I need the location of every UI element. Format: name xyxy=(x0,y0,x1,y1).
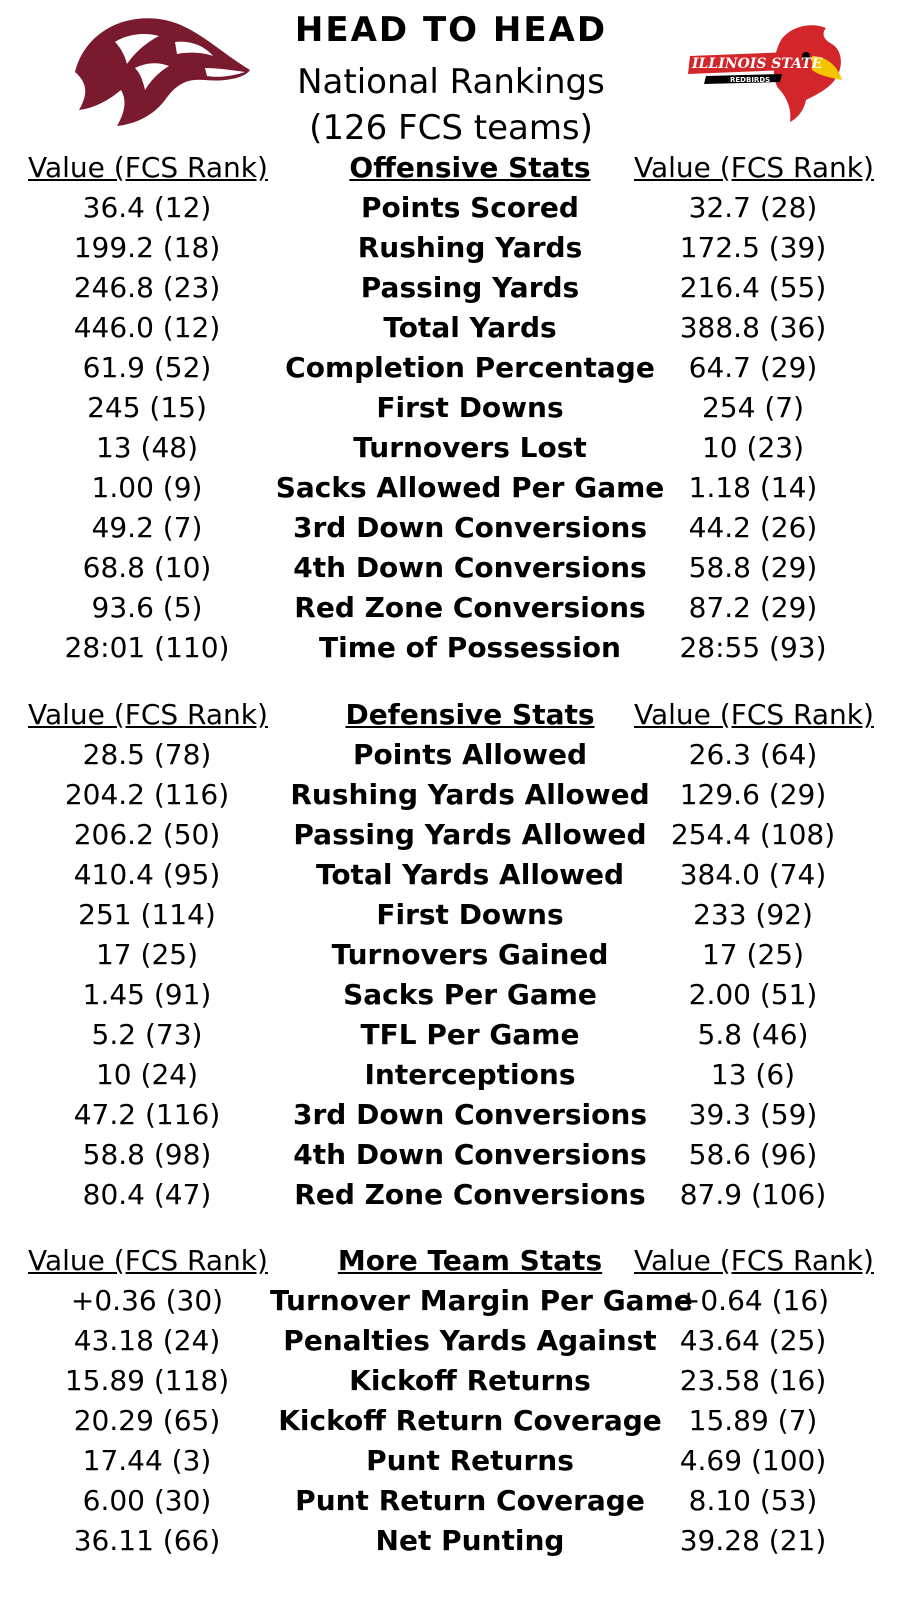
table-row xyxy=(0,388,902,428)
table-row xyxy=(0,1015,902,1055)
table-row xyxy=(0,735,902,775)
left-team-value: 410.4 (95) xyxy=(73,858,221,891)
stat-name: Net Punting xyxy=(375,1524,565,1557)
section-header-row xyxy=(0,695,902,735)
stat-name: 4th Down Conversions xyxy=(293,1138,647,1171)
right-team-value: 39.28 (21) xyxy=(679,1524,827,1557)
table-row xyxy=(0,975,902,1015)
right-team-value: 87.9 (106) xyxy=(679,1178,827,1211)
stat-name: Turnovers Gained xyxy=(331,938,609,971)
stat-name: Punt Returns xyxy=(366,1444,574,1477)
page-title: HEAD TO HEAD xyxy=(294,10,608,50)
page-subtitle-line1: National Rankings xyxy=(297,62,605,102)
right-team-value: 23.58 (16) xyxy=(679,1364,827,1397)
table-row xyxy=(0,815,902,855)
offensive-stats-section xyxy=(0,148,902,668)
table-row xyxy=(0,548,902,588)
right-team-value: 64.7 (29) xyxy=(688,351,818,384)
stat-name: Completion Percentage xyxy=(285,351,655,384)
right-team-value: 384.0 (74) xyxy=(679,858,827,891)
right-team-value: 26.3 (64) xyxy=(688,738,818,771)
stat-name: Passing Yards xyxy=(360,271,580,304)
stat-name: Points Scored xyxy=(361,191,579,224)
stat-name: 4th Down Conversions xyxy=(293,551,647,584)
right-team-value: 172.5 (39) xyxy=(679,231,827,264)
table-row xyxy=(0,775,902,815)
stat-name: First Downs xyxy=(376,898,564,931)
right-team-value: 4.69 (100) xyxy=(679,1444,827,1477)
right-team-value: 87.2 (29) xyxy=(688,591,818,624)
right-team-value: 39.3 (59) xyxy=(688,1098,818,1131)
table-row xyxy=(0,1135,902,1175)
left-team-value: 6.00 (30) xyxy=(82,1484,212,1517)
stat-name: Kickoff Return Coverage xyxy=(278,1404,662,1437)
stat-name: Penalties Yards Against xyxy=(283,1324,657,1357)
stat-name: Sacks Per Game xyxy=(343,978,597,1011)
right-team-value: 58.8 (29) xyxy=(688,551,818,584)
section-header-row xyxy=(0,148,902,188)
left-team-value: 28.5 (78) xyxy=(82,738,212,771)
stat-name: TFL Per Game xyxy=(360,1018,580,1051)
left-column-header: Value (FCS Rank) xyxy=(28,1244,268,1277)
table-row xyxy=(0,508,902,548)
stat-name: Turnovers Lost xyxy=(353,431,587,464)
table-row xyxy=(0,1441,902,1481)
left-team-value: 206.2 (50) xyxy=(73,818,221,851)
table-row xyxy=(0,1401,902,1441)
page-subtitle-line2: (126 FCS teams) xyxy=(309,108,593,148)
left-team-value: 446.0 (12) xyxy=(73,311,221,344)
right-team-value: 2.00 (51) xyxy=(688,978,818,1011)
right-team-value: 129.6 (29) xyxy=(679,778,827,811)
right-team-value: 10 (23) xyxy=(701,431,804,464)
right-team-value: +0.64 (16) xyxy=(676,1284,830,1317)
left-team-value: 58.8 (98) xyxy=(82,1138,212,1171)
table-row xyxy=(0,855,902,895)
left-team-value: 36.4 (12) xyxy=(82,191,212,224)
table-row xyxy=(0,1361,902,1401)
stat-name: Rushing Yards xyxy=(357,231,583,264)
stat-name: 3rd Down Conversions xyxy=(293,1098,647,1131)
left-team-value: 17 (25) xyxy=(95,938,198,971)
defensive-stats-section xyxy=(0,695,902,1215)
left-team-value: 13 (48) xyxy=(95,431,198,464)
table-row xyxy=(0,1481,902,1521)
right-team-value: 15.89 (7) xyxy=(688,1404,818,1437)
right-team-value: 28:55 (93) xyxy=(679,631,827,664)
left-team-value: 15.89 (118) xyxy=(64,1364,230,1397)
section-title: More Team Stats xyxy=(337,1244,603,1277)
table-row xyxy=(0,1521,902,1561)
stat-name: Interceptions xyxy=(364,1058,576,1091)
left-team-value: 80.4 (47) xyxy=(82,1178,212,1211)
stat-name: First Downs xyxy=(376,391,564,424)
table-row xyxy=(0,1281,902,1321)
left-team-value: 1.00 (9) xyxy=(91,471,203,504)
table-row xyxy=(0,588,902,628)
right-team-value: 13 (6) xyxy=(710,1058,796,1091)
stat-name: 3rd Down Conversions xyxy=(293,511,647,544)
stat-name: Points Allowed xyxy=(352,738,588,771)
stat-rows xyxy=(0,188,902,668)
more-team-stats-section xyxy=(0,1241,902,1561)
stat-name: Total Yards Allowed xyxy=(315,858,625,891)
right-team-value: 388.8 (36) xyxy=(679,311,827,344)
table-row xyxy=(0,935,902,975)
table-row xyxy=(0,1055,902,1095)
left-team-value: 10 (24) xyxy=(95,1058,198,1091)
table-row xyxy=(0,895,902,935)
stat-rows xyxy=(0,735,902,1215)
left-team-value: 68.8 (10) xyxy=(82,551,212,584)
table-row xyxy=(0,1175,902,1215)
left-team-value: 5.2 (73) xyxy=(91,1018,203,1051)
stat-name: Kickoff Returns xyxy=(349,1364,591,1397)
section-header-row xyxy=(0,1241,902,1281)
right-column-header: Value (FCS Rank) xyxy=(634,151,874,184)
left-team-value: 1.45 (91) xyxy=(82,978,212,1011)
right-team-value: 254 (7) xyxy=(701,391,804,424)
stat-name: Red Zone Conversions xyxy=(294,591,646,624)
stat-name: Turnover Margin Per Game xyxy=(270,1284,693,1317)
left-team-value: 36.11 (66) xyxy=(73,1524,221,1557)
table-row xyxy=(0,628,902,668)
table-row xyxy=(0,268,902,308)
left-team-value: 49.2 (7) xyxy=(91,511,203,544)
right-team-value: 43.64 (25) xyxy=(679,1324,827,1357)
stat-name: Total Yards xyxy=(383,311,557,344)
right-team-value: 5.8 (46) xyxy=(697,1018,809,1051)
left-team-value: 245 (15) xyxy=(87,391,207,424)
section-title: Offensive Stats xyxy=(349,151,591,184)
stat-name: Rushing Yards Allowed xyxy=(290,778,650,811)
left-team-value: +0.36 (30) xyxy=(70,1284,224,1317)
right-logo-text: ILLINOIS STATE xyxy=(692,56,823,72)
stat-name: Time of Possession xyxy=(319,631,621,664)
table-row xyxy=(0,188,902,228)
table-row xyxy=(0,308,902,348)
stat-rows xyxy=(0,1281,902,1561)
right-team-value: 254.4 (108) xyxy=(670,818,836,851)
left-team-value: 93.6 (5) xyxy=(91,591,203,624)
right-team-value: 58.6 (96) xyxy=(688,1138,818,1171)
right-team-value: 17 (25) xyxy=(701,938,804,971)
stat-name: Punt Return Coverage xyxy=(295,1484,645,1517)
stat-name: Sacks Allowed Per Game xyxy=(275,471,665,504)
left-team-value: 204.2 (116) xyxy=(64,778,230,811)
right-team-value: 216.4 (55) xyxy=(679,271,827,304)
right-team-value: 44.2 (26) xyxy=(688,511,818,544)
right-column-header: Value (FCS Rank) xyxy=(634,698,874,731)
section-title: Defensive Stats xyxy=(345,698,595,731)
right-team-value: 8.10 (53) xyxy=(688,1484,818,1517)
left-team-value: 17.44 (3) xyxy=(82,1444,212,1477)
left-team-value: 47.2 (116) xyxy=(73,1098,221,1131)
table-row xyxy=(0,1321,902,1361)
left-team-value: 199.2 (18) xyxy=(73,231,221,264)
right-team-value: 233 (92) xyxy=(693,898,813,931)
right-team-value: 1.18 (14) xyxy=(688,471,818,504)
right-logo-subtext: REDBIRDS xyxy=(730,76,771,84)
table-row xyxy=(0,1095,902,1135)
table-row xyxy=(0,468,902,508)
table-row xyxy=(0,428,902,468)
table-row xyxy=(0,348,902,388)
right-team-value: 32.7 (28) xyxy=(688,191,818,224)
left-column-header: Value (FCS Rank) xyxy=(28,698,268,731)
left-column-header: Value (FCS Rank) xyxy=(28,151,268,184)
left-team-value: 20.29 (65) xyxy=(73,1404,221,1437)
left-team-value: 61.9 (52) xyxy=(82,351,212,384)
stat-name: Passing Yards Allowed xyxy=(293,818,647,851)
left-team-value: 28:01 (110) xyxy=(64,631,230,664)
page-header xyxy=(0,0,902,150)
stat-name: Red Zone Conversions xyxy=(294,1178,646,1211)
table-row xyxy=(0,228,902,268)
right-column-header: Value (FCS Rank) xyxy=(634,1244,874,1277)
left-team-value: 246.8 (23) xyxy=(73,271,221,304)
left-team-value: 251 (114) xyxy=(78,898,216,931)
left-team-value: 43.18 (24) xyxy=(73,1324,221,1357)
illinois-state-redbirds-logo-icon xyxy=(686,22,846,122)
